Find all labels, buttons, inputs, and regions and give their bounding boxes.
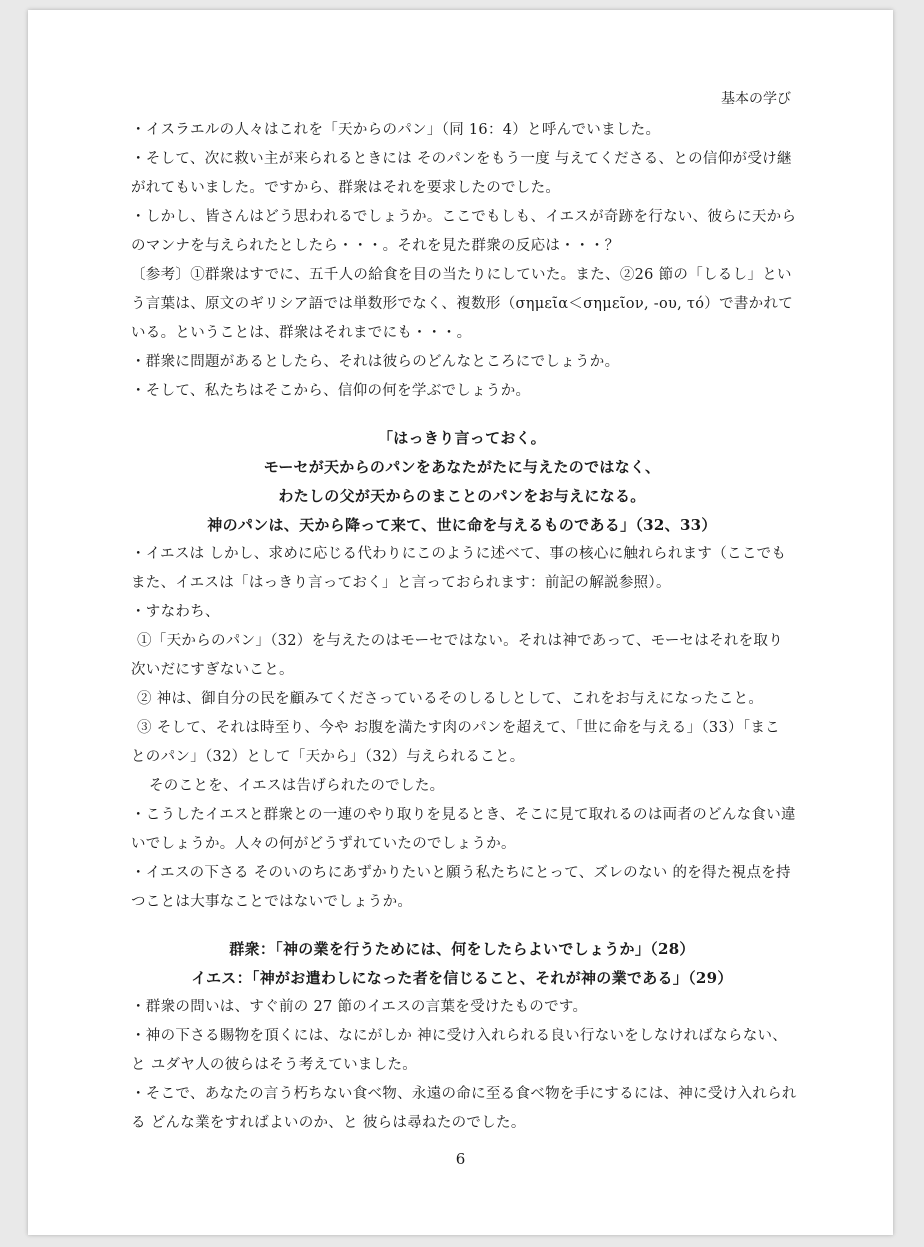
text-line: いでしょうか。人々の何がどうずれていたのでしょうか。 — [131, 836, 516, 852]
text-line: と ユダヤ人の彼らはそう考えていました。 — [131, 1057, 418, 1073]
text-line: ・しかし、皆さんはどう思われるでしょうか。ここでもしも、イエスが奇跡を行ない、彼らに天から — [131, 209, 797, 225]
reference-note: 〔参考〕①群衆はすでに、五千人の給食を目の当たりにしていた。また、②26 節の「しるし」とい — [131, 267, 792, 283]
text-line: ・イエスは しかし、求めに応じる代わりにこのように述べて、事の核心に触れられます（ここでも — [131, 546, 787, 562]
scripture-quote: 神のパンは、天から降って来て、世に命を与えるものである」（32、33） — [207, 516, 717, 534]
scripture-quote: わたしの父が天からのまことのパンをお与えになる。 — [278, 487, 646, 505]
body-text — [131, 116, 797, 1138]
text-line: つことは大事なことではないでしょうか。 — [131, 894, 413, 910]
text-line: ・そして、私たちはそこから、信仰の何を学ぶでしょうか。 — [131, 383, 531, 399]
dialogue-quote: 群衆：「神の業を行うためには、何をしたらよいでしょうか」（28） — [229, 940, 695, 958]
text-line: また、イエスは「はっきり言っておく」と言っておられます：前記の解説参照）。 — [131, 575, 671, 591]
text-line: ・そこで、あなたの言う朽ちない食べ物、永遠の命に至る食べ物を手にするには、神に受け入れられ — [131, 1086, 797, 1102]
text-line: ・こうしたイエスと群衆との一連のやり取りを見るとき、そこに見て取れるのは両者のどんな食い違 — [131, 807, 796, 823]
text-line: ・そして、次に救い主が来られるときには そのパンをもう一度 与えてくださる、との信仰が受け継 — [131, 151, 792, 167]
scripture-quote: 「はっきり言っておく。 — [377, 429, 546, 447]
numbered-point: 次いだにすぎないこと。 — [131, 662, 294, 678]
numbered-point: ③ そして、それは時至り、今や お腹を満たす肉のパンを超えて、「世に命を与える」（33）「まこ — [137, 720, 780, 736]
dialogue-quote: イエス：「神がお遣わしになった者を信じること、それが神の業である」（29） — [191, 969, 733, 987]
text-line: ・イスラエルの人々はこれを「天からのパン」（同 16：4）と呼んでいました。 — [131, 122, 661, 138]
text-line: る どんな業をすればよいのか、と 彼らは尋ねたのでした。 — [131, 1115, 526, 1131]
scripture-quote: モーセが天からのパンをあなたがたに与えたのではなく、 — [263, 458, 661, 476]
reference-note: う言葉は、原文のギリシア語では単数形でなく、複数形（σημεῖα＜σημεῖον, -ου, τό）で書かれて — [131, 296, 794, 312]
text-line: がれてもいました。ですから、群衆はそれを要求したのでした。 — [131, 180, 561, 196]
numbered-point: とのパン」（32）として「天から」（32）与えられること。 — [131, 749, 525, 765]
running-header: 基本の学び — [721, 91, 791, 107]
text-line: のマンナを与えられたとしたら・・・。それを見た群衆の反応は・・・？ — [131, 238, 620, 254]
document-page — [28, 10, 893, 1235]
text-line: ・群衆に問題があるとしたら、それは彼らのどんなところにでしょうか。 — [131, 354, 620, 370]
text-line: ・群衆の問いは、すぐ前の 27 節のイエスの言葉を受けたものです。 — [131, 999, 588, 1015]
numbered-point: ② 神は、御自分の民を顧みてくださっているそのしるしとして、これをお与えになったこと。 — [137, 691, 764, 707]
text-line: ・イエスの下さる そのいのちにあずかりたいと願う私たちにとって、ズレのない 的を得た視点を持 — [131, 865, 791, 881]
reference-note: いる。ということは、群衆はそれまでにも・・・。 — [131, 325, 472, 341]
numbered-point: ①「天からのパン」（32）を与えたのはモーセではない。それは神であって、モーセはそれを取り — [137, 633, 784, 649]
page-number: 6 — [455, 1150, 466, 1168]
text-line: ・すなわち、 — [131, 604, 220, 620]
text-line: そのことを、イエスは告げられたのでした。 — [149, 778, 445, 794]
text-line: ・神の下さる賜物を頂くには、なにがしか 神に受け入れられる良い行ないをしなければならない、 — [131, 1028, 788, 1044]
